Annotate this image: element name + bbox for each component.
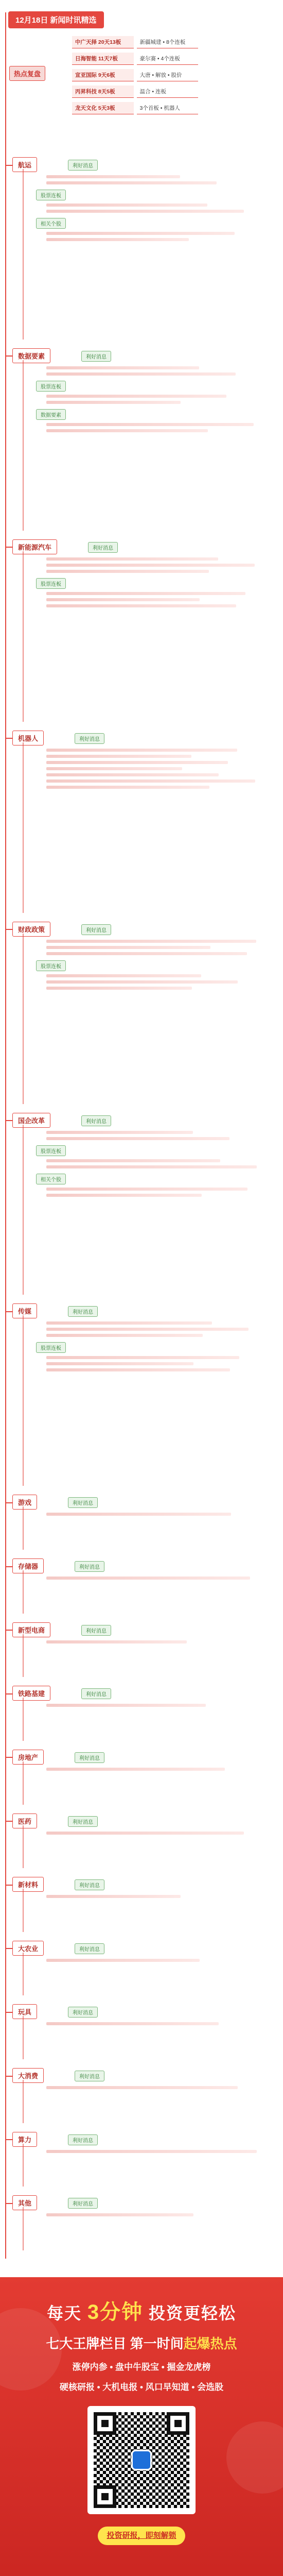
qr-pattern <box>94 2412 189 2508</box>
news-line-placeholder <box>46 1640 187 1643</box>
mindmap-section <box>5 1301 278 1371</box>
hot-cell-stock: 宣亚国际 9天6板 <box>72 69 134 81</box>
section-title: 数据要素 <box>12 348 50 363</box>
mindmap-section <box>5 1110 278 1197</box>
promo-headline-a: 每天 <box>46 2304 82 2323</box>
hot-row <box>72 53 198 65</box>
news-line-placeholder <box>46 429 208 432</box>
news-line-placeholder <box>46 1159 220 1162</box>
section-bracket <box>23 2080 24 2123</box>
mindmap-section <box>5 2129 278 2153</box>
mindmap-section <box>5 1556 278 1580</box>
decor-circle <box>226 2421 283 2494</box>
section-subtag: 利好消息 <box>81 351 111 362</box>
news-line-placeholder <box>46 210 244 213</box>
news-line-placeholder <box>46 952 247 955</box>
section-title: 航运 <box>12 157 37 172</box>
section-subtag: 利好消息 <box>68 2198 98 2209</box>
section-title: 国企改革 <box>12 1113 50 1128</box>
news-line-placeholder <box>46 204 207 207</box>
page-title: 12月18日 新闻时讯精选 <box>8 11 104 28</box>
promo-sub-a: 七大王牌栏目 第一时间 <box>46 2336 184 2351</box>
news-line-placeholder <box>46 238 189 241</box>
news-line-placeholder <box>46 1768 225 1771</box>
news-line-placeholder <box>46 557 218 561</box>
section-title: 新材料 <box>12 1877 44 1892</box>
news-line-placeholder <box>46 604 236 607</box>
news-line-placeholder <box>46 980 238 984</box>
qr-logo-icon <box>131 2450 152 2470</box>
section-title: 存储器 <box>12 1558 44 1573</box>
section-subtag: 利好消息 <box>81 1625 111 1636</box>
section-subtag: 利好消息 <box>68 1816 98 1827</box>
section-subtag: 利好消息 <box>75 1752 104 1763</box>
mindmap-section <box>5 728 278 789</box>
hot-review-table <box>72 36 198 118</box>
section-subtag: 利好消息 <box>81 1115 111 1126</box>
section-subtag: 利好消息 <box>75 2071 104 2081</box>
section-subtag: 利好消息 <box>88 542 118 553</box>
news-line-placeholder <box>46 395 226 398</box>
section-bracket <box>23 1570 24 1614</box>
news-line-placeholder <box>46 1131 193 1134</box>
news-line-placeholder <box>46 598 200 601</box>
section-subtag: 利好消息 <box>68 2007 98 2018</box>
news-line-placeholder <box>46 2213 193 2216</box>
news-line-placeholder <box>46 1704 206 1707</box>
section-subtag: 利好消息 <box>75 733 104 744</box>
section-title: 财政政策 <box>12 922 50 937</box>
hot-row <box>72 69 198 81</box>
mindmap-section <box>5 346 278 432</box>
section-bracket <box>23 169 24 340</box>
news-line-placeholder <box>46 755 191 758</box>
news-line-placeholder <box>46 181 217 184</box>
news-line-placeholder <box>46 2150 257 2153</box>
section-bracket <box>23 2016 24 2059</box>
section-subtag: 股票连板 <box>36 578 66 589</box>
section-bracket <box>23 360 24 531</box>
section-subtag: 相关个股 <box>36 218 66 229</box>
news-line-placeholder <box>46 1137 229 1140</box>
news-line-placeholder <box>46 401 181 404</box>
section-title: 新能源汽车 <box>12 539 57 554</box>
mindmap-section <box>5 2193 278 2216</box>
news-line-placeholder <box>46 1959 200 1962</box>
promo-headline-b: 投资更轻松 <box>149 2304 237 2323</box>
section-title: 新型电商 <box>12 1622 50 1637</box>
news-line-placeholder <box>46 974 201 977</box>
mindmap-section <box>5 1811 278 1835</box>
news-line-placeholder <box>46 1328 249 1331</box>
section-bracket <box>23 2207 24 2250</box>
hot-row <box>72 36 198 48</box>
news-line-placeholder <box>46 987 192 990</box>
news-line-placeholder <box>46 786 209 789</box>
news-line-placeholder <box>46 570 209 573</box>
section-bracket <box>23 551 24 722</box>
section-bracket <box>23 742 24 913</box>
hot-cell-note: 豪尔赛 • 4个连板 <box>137 53 199 65</box>
news-line-placeholder <box>46 761 228 764</box>
mindmap-section <box>5 2002 278 2025</box>
section-subtag: 股票连板 <box>36 1342 66 1353</box>
qr-finder <box>167 2412 189 2435</box>
hot-row <box>72 86 198 98</box>
news-line-placeholder <box>46 592 245 595</box>
news-line-placeholder <box>46 749 237 752</box>
section-bracket <box>23 1125 24 1295</box>
news-line-placeholder <box>46 946 210 949</box>
section-title: 铁路基建 <box>12 1686 50 1701</box>
news-line-placeholder <box>46 2086 238 2089</box>
section-subtag: 股票连板 <box>36 1145 66 1156</box>
news-line-placeholder <box>46 1368 230 1371</box>
news-line-placeholder <box>46 1194 202 1197</box>
mindmap-section <box>5 2065 278 2089</box>
promo-columns-1: 涨停内参 • 盘中牛股宝 • 掘金龙虎榜 <box>72 2362 211 2372</box>
section-subtag: 利好消息 <box>68 1306 98 1317</box>
news-line-placeholder <box>46 1895 181 1898</box>
news-line-placeholder <box>46 1577 250 1580</box>
section-bracket <box>23 1889 24 1932</box>
section-title: 医药 <box>12 1814 37 1828</box>
section-subtag: 利好消息 <box>81 1688 111 1699</box>
news-line-placeholder <box>46 1832 244 1835</box>
hot-cell-stock: 龙天文化 5天3板 <box>72 102 134 114</box>
section-subtag: 利好消息 <box>81 924 111 935</box>
section-subtag: 相关个股 <box>36 1174 66 1184</box>
qr-finder <box>94 2485 116 2508</box>
news-line-placeholder <box>46 1188 247 1191</box>
hot-cell-stock: 日海智能 11天7板 <box>72 53 134 65</box>
section-bracket <box>23 934 24 1104</box>
mindmap-section <box>5 1938 278 1962</box>
promo-footer <box>0 2277 283 2576</box>
section-subtag: 利好消息 <box>75 1561 104 1572</box>
section-subtag: 利好消息 <box>68 2134 98 2145</box>
qr-code[interactable] <box>87 2406 196 2514</box>
section-bracket <box>23 1825 24 1869</box>
news-line-placeholder <box>46 232 235 235</box>
section-title: 机器人 <box>12 731 44 745</box>
mindmap-section <box>5 1747 278 1771</box>
hot-cell-stock: 丙昇科技 8天5板 <box>72 86 134 98</box>
header <box>5 11 104 28</box>
news-line-placeholder <box>46 175 180 178</box>
section-bracket <box>23 1761 24 1805</box>
news-line-placeholder <box>46 940 256 943</box>
mindmap-section <box>5 919 278 990</box>
section-title: 其他 <box>12 2195 37 2210</box>
news-line-placeholder <box>46 366 199 369</box>
mindmap-section <box>5 1874 278 1898</box>
mindmap-section <box>5 1620 278 1643</box>
news-line-placeholder <box>46 1362 193 1365</box>
unlock-report-button[interactable]: 投资研报，即刻解锁 <box>98 2527 185 2545</box>
section-bracket <box>23 1698 24 1741</box>
section-subtag: 股票连板 <box>36 381 66 392</box>
news-line-placeholder <box>46 1513 231 1516</box>
section-subtag: 利好消息 <box>75 1879 104 1890</box>
section-subtag: 利好消息 <box>75 1943 104 1954</box>
section-subtag: 股票连板 <box>36 190 66 200</box>
mindmap-section <box>5 537 278 607</box>
news-line-placeholder <box>46 423 254 426</box>
section-bracket <box>23 1506 24 1550</box>
news-line-placeholder <box>46 779 255 783</box>
news-line-placeholder <box>46 1356 239 1359</box>
section-subtag: 股票连板 <box>36 960 66 971</box>
qr-finder <box>94 2412 116 2435</box>
hot-cell-note: 3个首板 • 机器人 <box>137 102 199 114</box>
news-line-placeholder <box>46 1321 212 1325</box>
hot-review-tag: 热点复盘 <box>9 66 45 81</box>
section-title: 大农业 <box>12 1941 44 1956</box>
news-line-placeholder <box>46 564 255 567</box>
news-line-placeholder <box>46 773 219 776</box>
section-title: 算力 <box>12 2132 37 2147</box>
section-bracket <box>23 2144 24 2187</box>
section-title: 游戏 <box>12 1495 37 1510</box>
promo-sub-hl: 起爆热点 <box>183 2336 237 2351</box>
news-line-placeholder <box>46 1334 203 1337</box>
news-line-placeholder <box>46 767 182 770</box>
hot-row <box>72 102 198 114</box>
hot-cell-stock: 中广天择 20天13板 <box>72 36 134 48</box>
hot-cell-note: 大唐 • 解放 • 股价 <box>137 69 199 81</box>
mindmap-section <box>5 155 278 241</box>
news-line-placeholder <box>46 1165 257 1168</box>
mindmap-section <box>5 1683 278 1707</box>
section-title: 玩具 <box>12 2004 37 2019</box>
hot-cell-note: 温合 • 连板 <box>137 86 199 98</box>
section-subtag: 利好消息 <box>68 1497 98 1508</box>
section-title: 房地产 <box>12 1750 44 1765</box>
news-line-placeholder <box>46 2022 219 2025</box>
section-subtag: 数据要素 <box>36 409 66 420</box>
news-line-placeholder <box>46 372 236 376</box>
section-subtag: 利好消息 <box>68 160 98 171</box>
section-title: 传媒 <box>12 1303 37 1318</box>
promo-columns-2: 硬核研报 • 大机电报 • 风口早知道 • 会选股 <box>59 2382 224 2392</box>
promo-headline-num: 3分钟 <box>87 2301 144 2324</box>
section-bracket <box>23 1634 24 1677</box>
section-bracket <box>23 1315 24 1486</box>
section-bracket <box>23 1953 24 1996</box>
mindmap-section <box>5 1492 278 1516</box>
hot-cell-note: 新疆城建 • 8个连板 <box>137 36 199 48</box>
section-title: 大消费 <box>12 2068 44 2083</box>
